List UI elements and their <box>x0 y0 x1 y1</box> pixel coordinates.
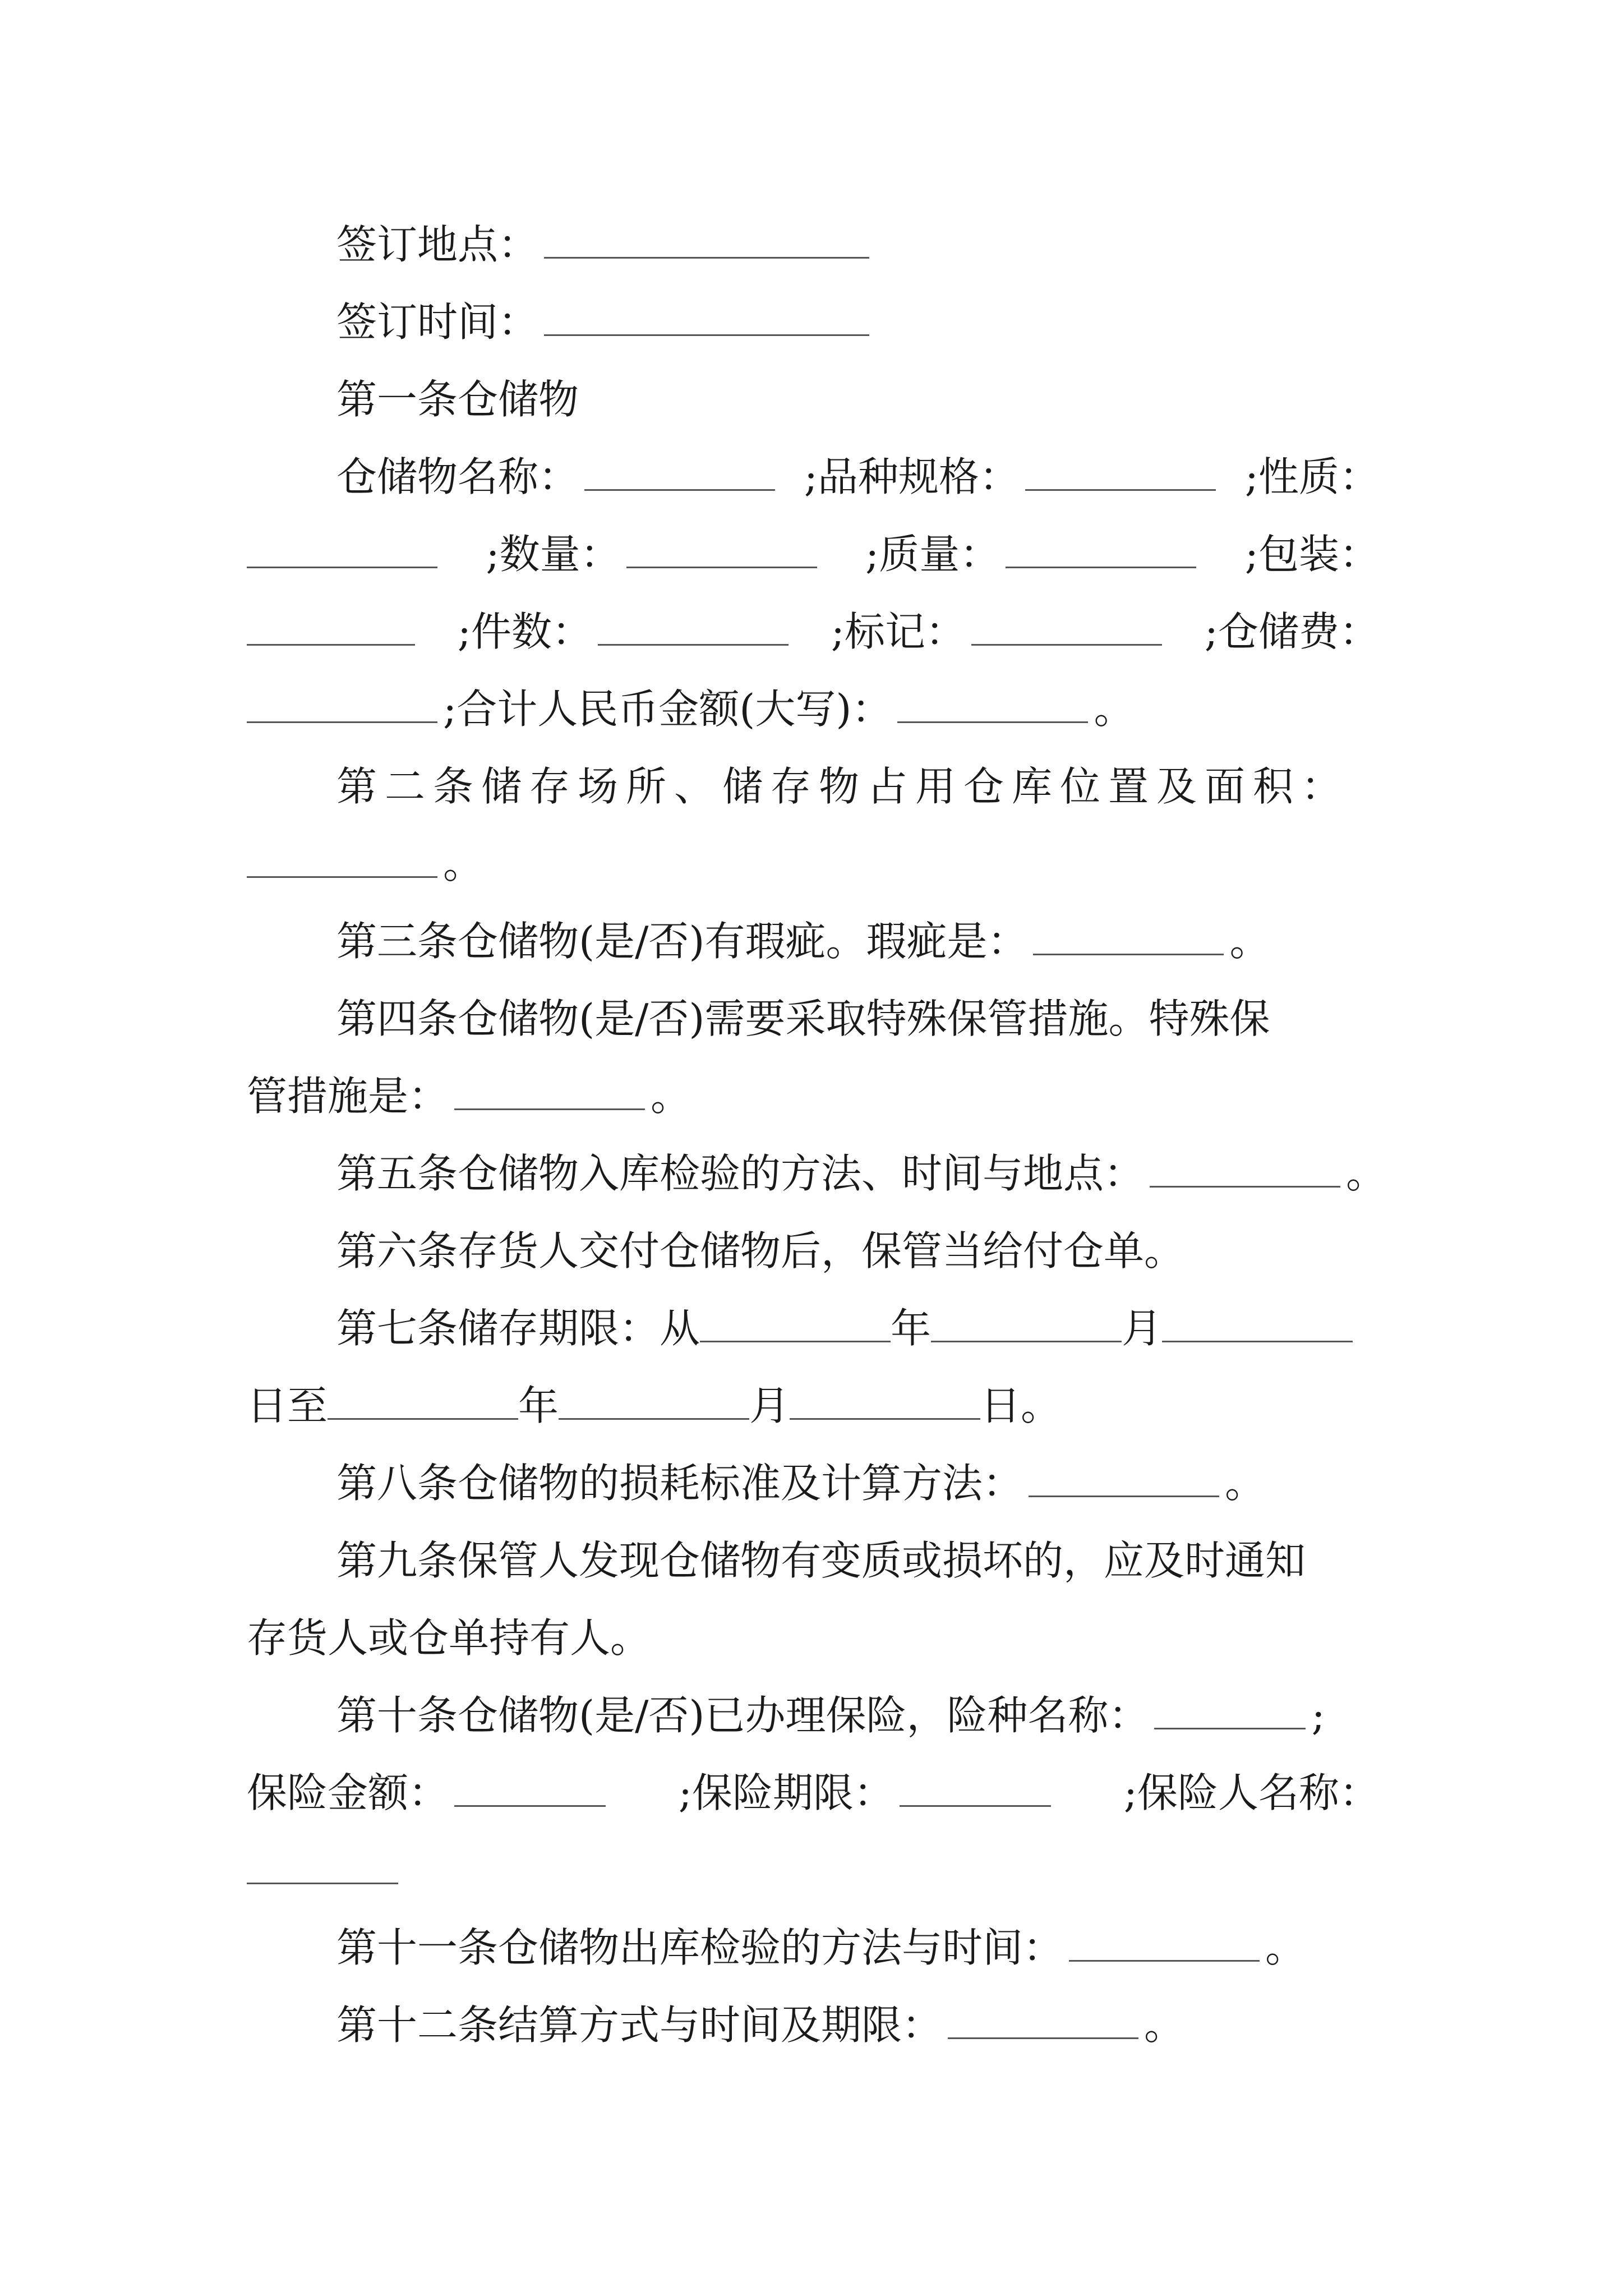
clause-5-line <box>336 1145 1387 1202</box>
outbound-inspection-blank[interactable] <box>1069 1921 1260 1962</box>
clause-4-text: 第四条仓储物(是/否)需要采取特殊保管措施。特殊保 <box>336 995 1270 1042</box>
storage-fee-label: ;仓储费： <box>1204 608 1380 655</box>
goods-nature-blank[interactable] <box>247 527 437 568</box>
period: 。 <box>651 1073 691 1120</box>
clause-1-line-2 <box>247 526 1380 582</box>
goods-name-label: 仓储物名称： <box>336 453 579 500</box>
clause-4-line-2 <box>247 1068 1380 1124</box>
clause-4-line-1 <box>336 991 1380 1047</box>
clause-1-line-3 <box>247 604 1380 660</box>
period: 。 <box>1225 1460 1266 1507</box>
signing-place-blank[interactable] <box>544 218 869 259</box>
end-month-blank[interactable] <box>559 1379 749 1420</box>
clause-11-text: 第十一条仓储物出库检验的方法与时间： <box>336 1924 1064 1971</box>
special-care-blank[interactable] <box>454 1069 645 1110</box>
total-amount-blank[interactable] <box>897 682 1088 723</box>
start-day-blank[interactable] <box>1162 1301 1353 1342</box>
clause-8-text: 第八条仓储物的损耗标准及计算方法： <box>336 1460 1023 1507</box>
period: 。 <box>1229 918 1270 965</box>
inbound-inspection-blank[interactable] <box>1150 1147 1340 1188</box>
clause-9-text-cont: 存货人或仓单持有人。 <box>247 1614 651 1662</box>
insurance-period-blank[interactable] <box>900 1766 1051 1807</box>
period: 。 <box>443 840 484 887</box>
goods-mark-blank[interactable] <box>971 605 1162 646</box>
goods-spec-label: ;品种规格： <box>804 453 1020 500</box>
clause-3-text: 第三条仓储物(是/否)有瑕疵。瑕疵是： <box>336 918 1028 965</box>
clause-10-line-3 <box>247 1842 1380 1898</box>
clause-12-line <box>336 1997 1380 2053</box>
goods-qty-label: ;数量： <box>486 531 621 578</box>
insured-amount-label: 保险金额： <box>247 1769 449 1816</box>
signing-time-blank[interactable] <box>544 295 869 336</box>
total-amount-label: ;合计人民币金额(大写)： <box>443 685 892 733</box>
signing-time-line <box>336 294 1380 350</box>
clause-9-text: 第九条保管人发现仓储物有变质或损坏的，应及时通知 <box>336 1537 1306 1584</box>
goods-name-blank[interactable] <box>584 450 775 491</box>
clause-7-line-2 <box>247 1378 1380 1434</box>
clause-8-line <box>336 1455 1380 1511</box>
clause-12-text: 第十二条结算方式与时间及期限： <box>336 2001 943 2049</box>
clause-10-text: 第十条仓储物(是/否)已办理保险，险种名称： <box>336 1692 1149 1739</box>
month-label: 月 <box>749 1382 790 1429</box>
insurance-type-blank[interactable] <box>1154 1688 1306 1729</box>
goods-pack-blank[interactable] <box>247 605 415 646</box>
loss-standard-blank[interactable] <box>1029 1456 1219 1497</box>
clause-10-line-1 <box>336 1687 1380 1743</box>
year-label: 年 <box>891 1305 932 1352</box>
signing-place-line <box>336 217 1380 273</box>
clause-7-text: 第七条储存期限：从 <box>336 1305 700 1352</box>
period: 。 <box>1346 1150 1387 1197</box>
storage-location-blank[interactable] <box>247 837 437 878</box>
signing-time-label: 签订时间： <box>336 298 539 346</box>
start-month-blank[interactable] <box>931 1301 1122 1342</box>
end-day-blank[interactable] <box>790 1379 980 1420</box>
clause-7-line-1 <box>336 1300 1380 1356</box>
start-year-blank[interactable] <box>700 1301 891 1342</box>
goods-quality-blank[interactable] <box>1006 527 1196 568</box>
goods-quality-label: ;质量： <box>865 531 1000 578</box>
day-end-label: 日。 <box>980 1382 1062 1429</box>
insurer-name-label: ;保险人名称： <box>1123 1769 1380 1816</box>
clause-1-title-text: 第一条仓储物 <box>336 376 579 423</box>
clause-9-line-1 <box>336 1533 1380 1589</box>
goods-nature-label: ;性质： <box>1244 453 1380 500</box>
clause-11-line <box>336 1920 1380 1976</box>
goods-qty-blank[interactable] <box>626 527 817 568</box>
month-label: 月 <box>1122 1305 1163 1352</box>
period: 。 <box>1265 1924 1306 1971</box>
year-label: 年 <box>518 1382 559 1429</box>
period: 。 <box>1094 685 1135 733</box>
clause-9-line-2 <box>247 1610 1380 1666</box>
clause-1-title <box>336 371 1380 427</box>
day-to-label: 日至 <box>247 1382 328 1429</box>
semicolon: ; <box>1311 1692 1325 1739</box>
storage-fee-blank[interactable] <box>247 682 437 723</box>
clause-2-line-2 <box>247 836 1380 892</box>
insurance-period-label: ;保险期限： <box>678 1769 894 1816</box>
clause-2-text: 第二条储存场所、储存物占用仓库位置及面积： <box>336 763 1350 810</box>
signing-place-label: 签订地点： <box>336 221 539 268</box>
clause-1-line-4 <box>247 681 1380 737</box>
clause-6-text: 第六条存货人交付仓储物后，保管当给付仓单。 <box>336 1227 1185 1274</box>
clause-1-line-1 <box>336 449 1380 505</box>
goods-pack-label: ;包装： <box>1244 531 1380 578</box>
clause-6-line <box>336 1223 1380 1279</box>
clause-5-text: 第五条仓储物入库检验的方法、时间与地点： <box>336 1150 1145 1197</box>
clause-2-line-1 <box>336 758 1380 815</box>
settlement-blank[interactable] <box>948 1998 1138 2039</box>
goods-spec-blank[interactable] <box>1025 450 1216 491</box>
period: 。 <box>1144 2001 1185 2049</box>
end-year-blank[interactable] <box>328 1379 518 1420</box>
defect-blank[interactable] <box>1033 914 1224 955</box>
goods-count-blank[interactable] <box>598 605 789 646</box>
goods-mark-label: ;标记： <box>831 608 966 655</box>
insurer-name-blank[interactable] <box>247 1843 398 1884</box>
clause-10-line-2 <box>247 1765 1380 1821</box>
insured-amount-blank[interactable] <box>454 1766 606 1807</box>
clause-4-text-cont: 管措施是： <box>247 1073 449 1120</box>
clause-3-line <box>336 913 1380 969</box>
goods-count-label: ;件数： <box>457 608 592 655</box>
